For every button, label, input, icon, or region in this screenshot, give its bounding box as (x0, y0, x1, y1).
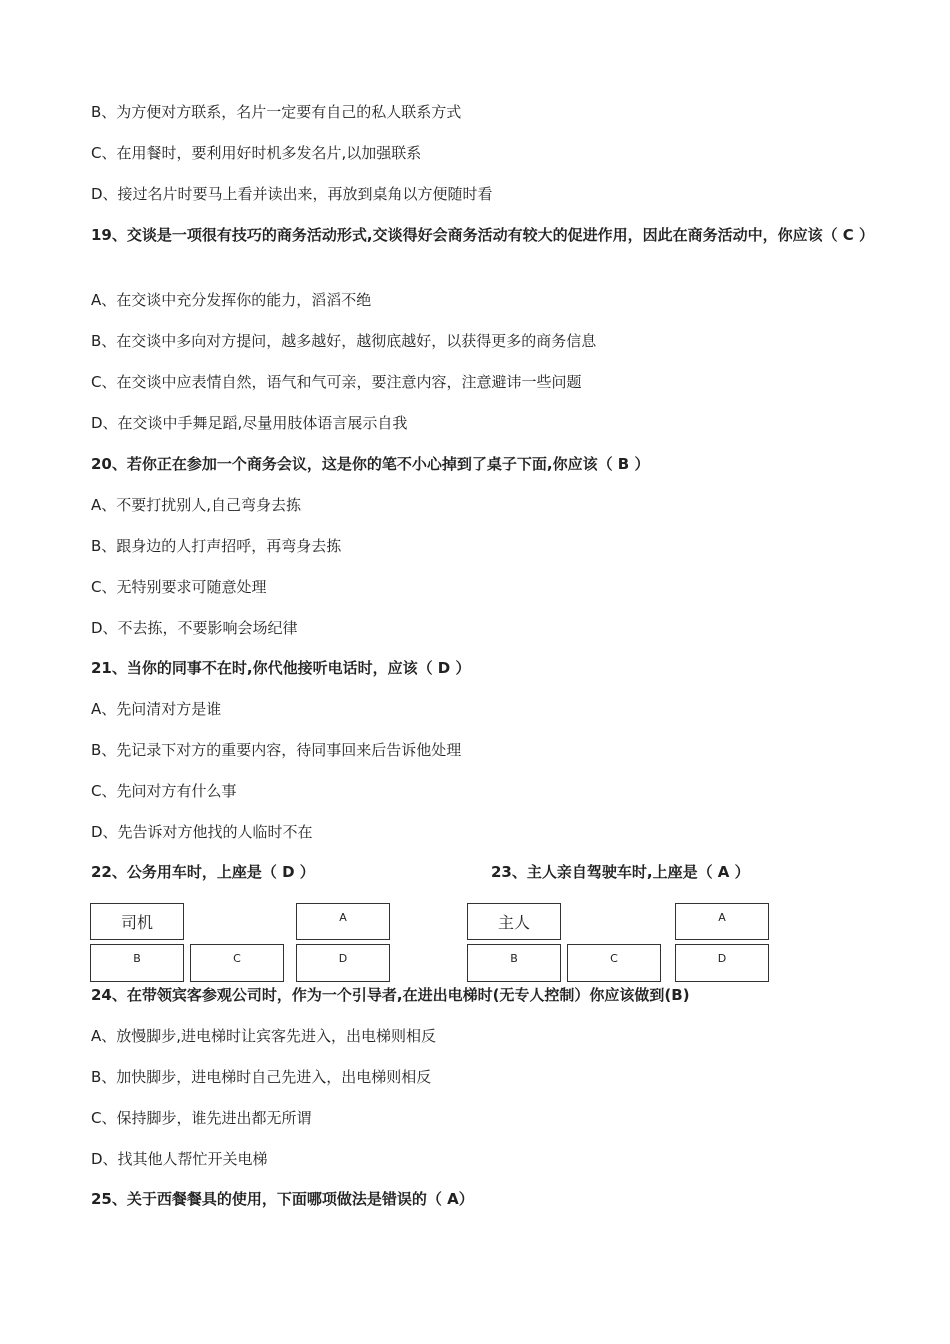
q24-question: 24、在带领宾客参观公司时，作为一个引导者,在进出电梯时(无专人控制）你应该做到(B) (91, 986, 690, 1004)
q22-seat-c: C (190, 944, 284, 982)
q19-option-b: B、在交谈中多向对方提问，越多越好，越彻底越好，以获得更多的商务信息 (91, 332, 597, 350)
q23-seat-driver: 主人 (467, 903, 561, 940)
q19-option-c: C、在交谈中应表情自然，语气和气可亲，要注意内容，注意避讳一些问题 (91, 373, 582, 391)
q21-option-b: B、先记录下对方的重要内容，待同事回来后告诉他处理 (91, 741, 462, 759)
q24-option-d: D、找其他人帮忙开关电梯 (91, 1150, 268, 1168)
q18-option-c: C、在用餐时，要利用好时机多发名片,以加强联系 (91, 144, 422, 162)
q20-option-a: A、不要打扰别人,自己弯身去拣 (91, 496, 302, 514)
q22-seat-b: B (90, 944, 184, 982)
q23-seat-c: C (567, 944, 661, 982)
q24-option-c: C、保持脚步，谁先进出都无所谓 (91, 1109, 312, 1127)
q20-option-b: B、跟身边的人打声招呼，再弯身去拣 (91, 537, 342, 555)
q20-question: 20、若你正在参加一个商务会议，这是你的笔不小心掉到了桌子下面,你应该（ B ） (91, 455, 650, 473)
q20-option-d: D、不去拣，不要影响会场纪律 (91, 619, 298, 637)
q23-question: 23、主人亲自驾驶车时,上座是（ A ） (491, 863, 750, 881)
q24-option-a: A、放慢脚步,进电梯时让宾客先进入，出电梯则相反 (91, 1027, 437, 1045)
q24-option-b: B、加快脚步，进电梯时自己先进入，出电梯则相反 (91, 1068, 432, 1086)
q22-seat-a: A (296, 903, 390, 940)
q21-option-c: C、先问对方有什么事 (91, 782, 237, 800)
q22-seat-d: D (296, 944, 390, 982)
q19-option-a: A、在交谈中充分发挥你的能力，滔滔不绝 (91, 291, 372, 309)
q19-question: 19、交谈是一项很有技巧的商务活动形式,交谈得好会商务活动有较大的促进作用，因此在商务活动中，你应该（ C ） (91, 226, 875, 244)
q23-seat-d: D (675, 944, 769, 982)
q22-seat-driver: 司机 (90, 903, 184, 940)
q21-option-d: D、先告诉对方他找的人临时不在 (91, 823, 313, 841)
q23-seat-b: B (467, 944, 561, 982)
q23-seat-a: A (675, 903, 769, 940)
q25-question: 25、关于西餐餐具的使用，下面哪项做法是错误的（ A） (91, 1190, 474, 1208)
q19-option-d: D、在交谈中手舞足蹈,尽量用肢体语言展示自我 (91, 414, 408, 432)
q22-question: 22、公务用车时，上座是（ D ） (91, 863, 315, 881)
q21-question: 21、当你的同事不在时,你代他接听电话时，应该（ D ） (91, 659, 471, 677)
q20-option-c: C、无特别要求可随意处理 (91, 578, 267, 596)
q18-option-b: B、为方便对方联系，名片一定要有自己的私人联系方式 (91, 103, 462, 121)
q21-option-a: A、先问清对方是谁 (91, 700, 222, 718)
q18-option-d: D、接过名片时要马上看并读出来，再放到桌角以方便随时看 (91, 185, 493, 203)
